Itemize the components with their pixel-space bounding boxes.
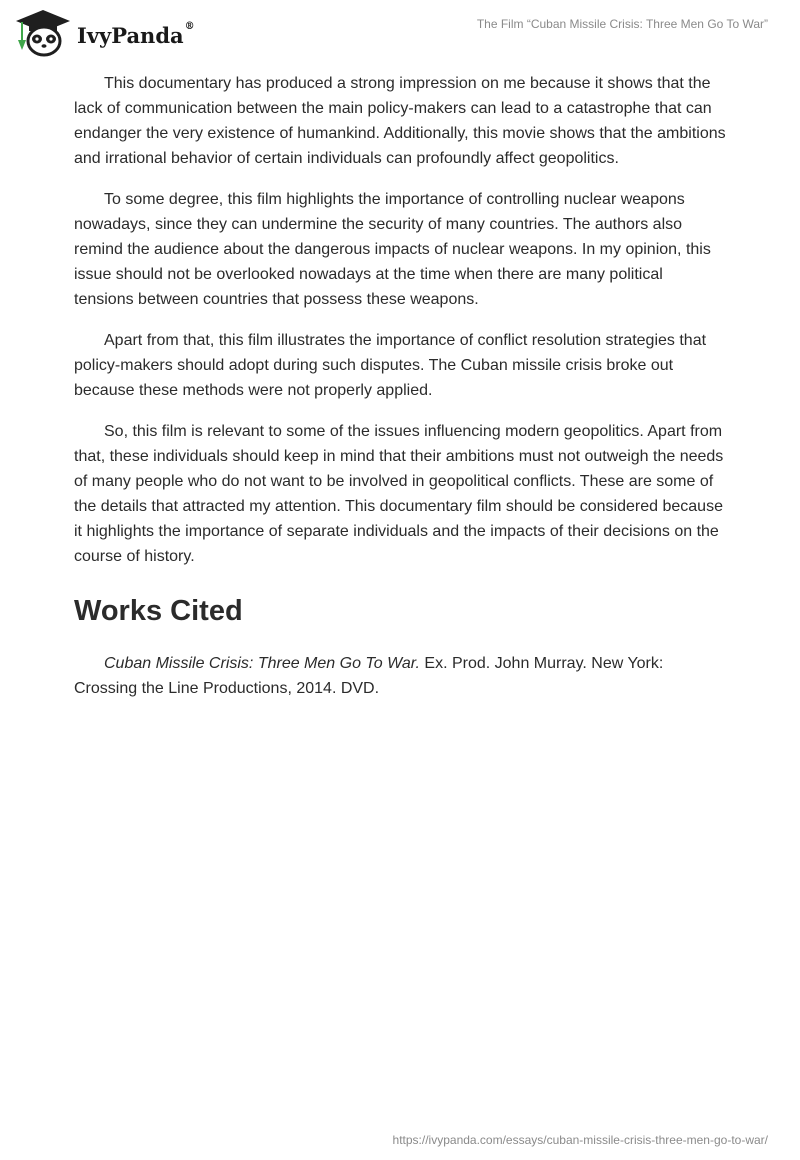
registered-mark: ® bbox=[184, 20, 195, 32]
source-url[interactable]: https://ivypanda.com/essays/cuban-missile-crisis-three-men-go-to-war/ bbox=[392, 1133, 768, 1147]
page-header bbox=[0, 0, 800, 64]
body-paragraph-4: So, this film is relevant to some of the issues influencing modern geopolitics. Apart from that, these individuals should keep in mind that their ambitions must not outweigh the needs of many people who do not want to be involved in geopolitical conflicts. These are some of the details that attracted my attention. This documentary film should be considered because it highlights the importance of separate individuals and the impacts of their decisions on the course of history. bbox=[74, 423, 724, 565]
logo-text: IvyPanda bbox=[77, 22, 184, 48]
body-paragraph-3: Apart from that, this film illustrates the importance of conflict resolution strategies that policy-makers should adopt during such disputes. The Cuban missile crisis broke out because these methods were not properly applied. bbox=[74, 332, 707, 399]
body-paragraph-1: This documentary has produced a strong impression on me because it shows that the lack of communication between the main policy-makers can lead to a catastrophe that can endanger the very existence of humankind. Additionally, this movie shows that the ambitions and irrational behavior of certain individuals can profoundly affect geopolitics. bbox=[74, 75, 726, 167]
citation-details: Ex. Prod. John Murray. New York: Crossing the Line Productions, 2014. DVD. bbox=[74, 655, 664, 697]
citation-entry bbox=[74, 651, 664, 701]
body-paragraph-2: To some degree, this film highlights the importance of controlling nuclear weapons nowadays, since they can undermine the security of many countries. The authors also remind the audience about the dangerous impacts of nuclear weapons. In my opinion, this issue should not be overlooked nowadays at the time when there are many political tensions between countries that possess these weapons. bbox=[74, 191, 711, 308]
ivypanda-logo[interactable] bbox=[14, 8, 195, 58]
essay-content bbox=[74, 71, 726, 701]
citation-title: Cuban Missile Crisis: Three Men Go To War. bbox=[104, 655, 420, 672]
document-title: The Film “Cuban Missile Crisis: Three Men Go To War” bbox=[476, 17, 768, 31]
logo-wordmark bbox=[77, 20, 195, 48]
works-cited-heading: Works Cited bbox=[74, 595, 243, 627]
panda-graduate-icon bbox=[14, 8, 72, 58]
